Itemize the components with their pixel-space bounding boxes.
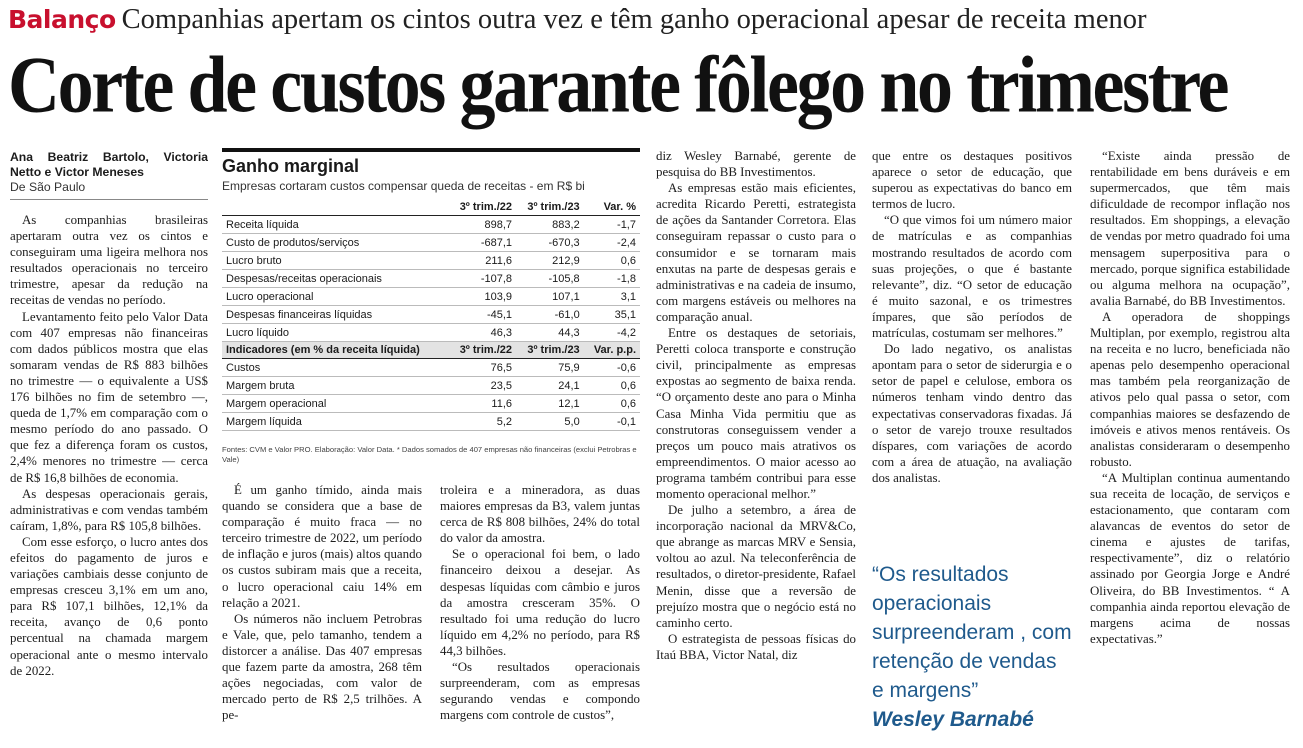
table-row [222, 216, 640, 234]
table-cell: 44,3 [516, 324, 584, 342]
headline: Corte de custos garante fôlego no trimestre [8, 40, 1228, 130]
paragraph: Os números não incluem Petrobras e Vale, que, pelo tamanho, tendem a distorcer a análise. Das 407 empresas que fazem parte da amostra, 268 têm ações negociadas, com valor de mercado perto de R$ 2,5 trilhões. A pe- [222, 611, 422, 723]
table-cell: -0,6 [584, 359, 640, 377]
table-cell: 898,7 [448, 216, 516, 234]
pull-quote [872, 560, 1072, 734]
table-subtitle: Empresas cortaram custos compensar queda de receitas - em R$ bi [222, 179, 585, 193]
table-cell: Lucro operacional [222, 288, 448, 306]
byline-names: Ana Beatriz Bartolo, Victoria Netto e Victor Meneses [10, 150, 208, 179]
table-cell: -61,0 [516, 306, 584, 324]
column-3 [440, 482, 640, 744]
table-cell: 5,0 [516, 413, 584, 431]
table-cell: Margem operacional [222, 395, 448, 413]
table-cell: 12,1 [516, 395, 584, 413]
paragraph: “Os resultados operacionais surpreenderam, com as empresas segurando vendas e compondo margens com controle de custos”, [440, 660, 640, 723]
paragraph: As empresas estão mais eficientes, acredita Ricardo Peretti, estrategista de ações da Santander Corretora. Elas conseguiram repassar o custo para o consumidor e se tornaram mais enxutas na parte de despesas gerais e administrativas e na cadeia de insumo, com margens estáveis ou melhores na comparação anual. [656, 181, 856, 324]
paragraph: É um ganho tímido, ainda mais quando se considera que a base de comparação é muito fraca — no terceiro trimestre de 2022, um período de inflação e juros (mais) altos quando os custos subiram mais que a receita, o lucro operacional caiu 14% em relação a 2021. [222, 483, 422, 610]
paragraph: De julho a setembro, a área de incorporação nacional da MRV&Co, que abrange as marcas MRV e Sensia, voltou ao azul. Na teleconferência de resultados, o diretor-presidente, Rafael Menin, disse que a reversão de prejuízo mostra que o negócio está no caminho certo. [656, 503, 856, 630]
table-row [222, 270, 640, 288]
table-box [222, 148, 640, 470]
table-cell: 24,1 [516, 377, 584, 395]
table-row [222, 377, 640, 395]
column-6 [1090, 148, 1290, 746]
table-cell: Margem bruta [222, 377, 448, 395]
table-cell: 211,6 [448, 252, 516, 270]
table-header-cell: 3º trim./23 [516, 199, 584, 216]
table-row [222, 306, 640, 324]
byline [10, 150, 208, 195]
table-header-row [222, 199, 640, 216]
table-cell: -1,7 [584, 216, 640, 234]
pull-quote-text: “Os resultados operacionais surpreenderam , com retenção de vendas e margens” [872, 563, 1072, 702]
table-cell: 11,6 [448, 395, 516, 413]
table-row [222, 324, 640, 342]
data-table [222, 199, 640, 431]
byline-divider [10, 199, 208, 200]
table-cell: Despesas financeiras líquidas [222, 306, 448, 324]
table-row [222, 395, 640, 413]
table-title: Ganho marginal [222, 156, 360, 176]
paragraph: As companhias brasileiras apertaram outra vez os cintos e conseguiram uma ligeira melhora nos resultados operacionais no terceiro trimestre, apesar da redução na receitas de vendas no período. [10, 213, 208, 308]
paragraph: Levantamento feito pelo Valor Data com 407 empresas não financeiras com dados públicos mostra que elas somaram vendas de R$ 883 bilhões no trimestre — o equivalente a US$ 176 bilhões no fim de setembro —, queda de 1,7% em comparação com o mesmo período do ano passado. O que fez a diferença foram os custos, 2,4% menores no trimestre — cerca de R$ 16,8 bilhões de economia. [10, 309, 208, 485]
paragraph: A operadora de shoppings Multiplan, por exemplo, registrou alta na receita e no lucro, beneficiada não apenas pelo desempenho operacional mas também pela reorganização de ativos pelo qual passa o setor, com companhias maiores se desfazendo de imóveis e ativos menos rentáveis. Os analistas consideraram o desempenho robusto. [1090, 309, 1290, 469]
table-cell: -0,1 [584, 413, 640, 431]
table-cell: -45,1 [448, 306, 516, 324]
table-source: Fontes: CVM e Valor PRO. Elaboração: Valor Data. * Dados somados de 407 empresas não financeiras (exclui Petrobras e Vale) [222, 445, 637, 464]
table-cell: 103,9 [448, 288, 516, 306]
table-cell: -4,2 [584, 324, 640, 342]
table-row [222, 288, 640, 306]
table-cell: 0,6 [584, 395, 640, 413]
table-cell: -2,4 [584, 234, 640, 252]
table-cell: Custo de produtos/serviços [222, 234, 448, 252]
table-header-cell [222, 199, 448, 216]
paragraph: que entre os destaques positivos aparece o setor de educação, que superou as expectativas do banco em termos de lucro. [872, 149, 1072, 212]
paragraph: “A Multiplan continua aumentando sua receita de locação, de serviços e estacionamento, que contaram com alavancas de eventos do setor de cinema e ajustes de tarifas, respectivamente”, diz o relatório assinado por Georgia Jorge e André Oliveira, do BB Investimentos. “ A companhia ainda reportou elevação de margens acima de nossas expectativas.” [1090, 470, 1290, 646]
table-cell: 107,1 [516, 288, 584, 306]
table-row [222, 252, 640, 270]
column-1 [10, 150, 208, 746]
table-cell: Receita líquida [222, 216, 448, 234]
column-5 [872, 148, 1072, 538]
table-cell: -105,8 [516, 270, 584, 288]
paragraph: Do lado negativo, os analistas apontam para o setor de siderurgia e o setor de papel e celulose, embora os números tenham vindo dentro das expectativas conservadoras fixadas. Já o setor de varejo trouxe resultados díspares, com variações de acordo com a área de atuação, na avaliação dos analistas. [872, 342, 1072, 485]
pull-quote-author: Wesley Barnabé [872, 708, 1034, 731]
table-header-cell: Var. % [584, 199, 640, 216]
paragraph: troleira e a mineradora, as duas maiores empresas da B3, valem juntas cerca de R$ 808 bilhões, 24% do total do valor da amostra. [440, 483, 640, 546]
table-cell: 35,1 [584, 306, 640, 324]
table-cell: 46,3 [448, 324, 516, 342]
table-cell: Lucro líquido [222, 324, 448, 342]
table-top-rule [222, 148, 640, 152]
table-row [222, 413, 640, 431]
paragraph: O estrategista de pessoas físicas do Itaú BBA, Victor Natal, diz [656, 631, 856, 662]
table-cell: Margem líquida [222, 413, 448, 431]
table-cell: 883,2 [516, 216, 584, 234]
paragraph: “O que vimos foi um número maior de matrículas e as companhias mostrando resultados de acordo com suas projeções, o que é bastante relevante”, diz. “O setor de educação é muito sazonal, e os trimestres ímpares, que são períodos de matrículas, costumam ser melhores.” [872, 213, 1072, 341]
table-cell: -687,1 [448, 234, 516, 252]
table-cell: -107,8 [448, 270, 516, 288]
table-header-cell: Var. p.p. [584, 342, 640, 359]
section-tag: Balanço [8, 5, 116, 34]
paragraph: Entre os destaques de setoriais, Peretti coloca transporte e construção civil, principalmente as empresas expostas ao segmento de baixa renda. “O orçamento deste ano para o Minha Casa Minha Vida permitiu que as construtoras conseguissem vender a preços um pouco mais atrativos os empreendimentos. O maior acesso ao programa também contribui para esse momento operacional melhor.” [656, 326, 856, 501]
table-cell: 23,5 [448, 377, 516, 395]
paragraph: diz Wesley Barnabé, gerente de pesquisa do BB Investimentos. [656, 149, 856, 180]
table-cell: -1,8 [584, 270, 640, 288]
table-cell: Custos [222, 359, 448, 377]
table-header-cell: 3º trim./23 [516, 342, 584, 359]
table-cell: Despesas/receitas operacionais [222, 270, 448, 288]
table-section-header [222, 342, 640, 359]
table-cell: 75,9 [516, 359, 584, 377]
table-row [222, 234, 640, 252]
paragraph: “Existe ainda pressão de rentabilidade em bens duráveis e em supermercados, que têm mais dificuldade de recompor inflação nos resultados. Em shoppings, a elevação de vendas por metro quadrado foi uma mensagem superpositiva para o mercado, porque significa estabilidade ou alguma melhora na ocupação”, avalia Barnabé, do BB Investimentos. [1090, 149, 1290, 308]
kicker-text: Companhias apertam os cintos outra vez e têm ganho operacional apesar de receita menor [121, 4, 1147, 35]
table-cell: 0,6 [584, 252, 640, 270]
column-2 [222, 482, 422, 744]
table-cell: Lucro bruto [222, 252, 448, 270]
table-header-cell: Indicadores (em % da receita líquida) [222, 342, 448, 359]
kicker [8, 4, 1298, 42]
table-cell: 212,9 [516, 252, 584, 270]
paragraph: Com esse esforço, o lucro antes dos efeitos do pagamento de juros e variações cambiais desse conjunto de empresas cresceu 3,1% em um ano, para R$ 107,1 bilhões, 12,1% da receita, avanço de 0,6 ponto percentual na chamada margem operacional ante o mesmo intervalo de 2022. [10, 534, 208, 678]
table-header-cell: 3º trim./22 [448, 199, 516, 216]
table-cell: 0,6 [584, 377, 640, 395]
paragraph: As despesas operacionais gerais, administrativas e com vendas também caíram, 1,8%, para R$ 105,8 bilhões. [10, 486, 208, 533]
byline-location: De São Paulo [10, 180, 86, 194]
column-4 [656, 148, 856, 746]
table-cell: 76,5 [448, 359, 516, 377]
table-cell: 3,1 [584, 288, 640, 306]
table-cell: 5,2 [448, 413, 516, 431]
table-header-cell: 3º trim./22 [448, 342, 516, 359]
table-row [222, 359, 640, 377]
paragraph: Se o operacional foi bem, o lado financeiro deixou a desejar. As despesas líquidas com câmbio e juros da amostra cresceram 35%. O resultado foi uma redução do lucro líquido em 4,2% no período, para R$ 44,3 bilhões. [440, 547, 640, 658]
table-cell: -670,3 [516, 234, 584, 252]
